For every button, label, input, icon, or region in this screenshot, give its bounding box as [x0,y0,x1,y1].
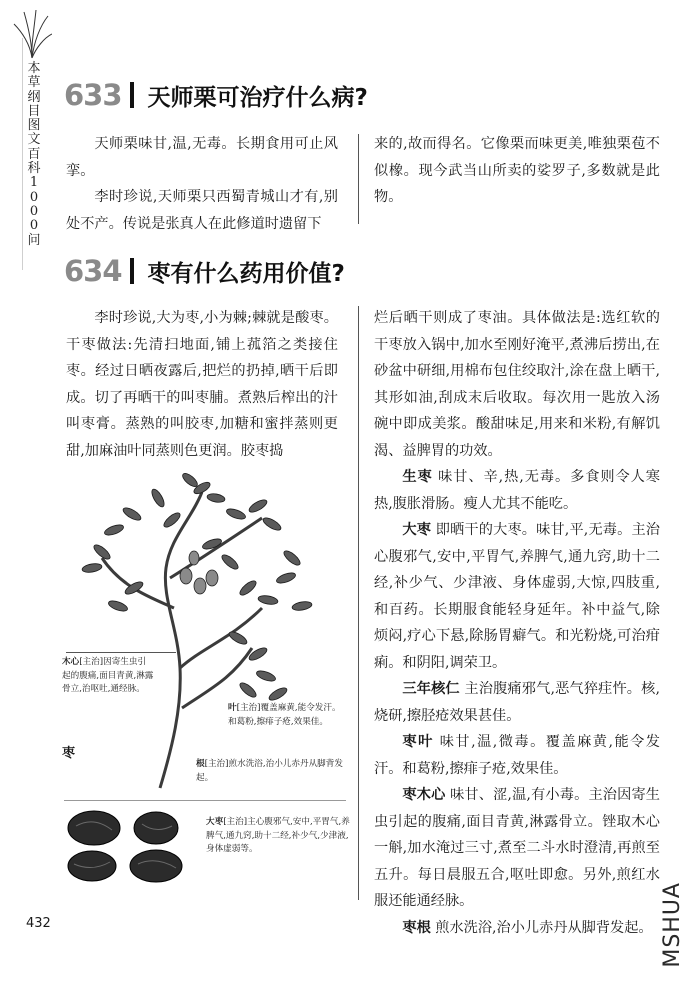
annotation-text: [主治]因寄生虫引起的腹痛,面目青黄,淋露骨立,治呕吐,通经脉。 [62,657,154,694]
column-divider [358,134,359,224]
entry-term: 枣木心 [402,787,446,803]
q633-left-column [66,131,338,237]
q634-right-column [374,305,660,941]
question-number: 634 [64,254,122,288]
entry-text: 味甘、辛,热,无毒。多食则令人寒热,腹胀滑肠。瘦人尤其不能吃。 [374,469,660,512]
paragraph: 烂后晒干则成了枣油。具体做法是:选红软的干枣放入锅中,加水至刚好淹平,煮沸后捞出,在砂盆中研细,用棉布包住绞取汁,涂在盘上晒干,其形如油,刮成末后收取。每次用一匙放入汤碗中即成美浆。酸甜味足,用来和米粉,有解饥渴、益脾胃的功效。 [374,310,660,459]
entry-text: 味甘,温,微毒。覆盖麻黄,能令发汗。和葛粉,擦痱子疮,效果佳。 [374,734,660,777]
annotation-text: [主治]覆盖麻黄,能令发汗。和葛粉,擦痱子疮,效果佳。 [228,703,341,727]
entry-text: 即晒干的大枣。味甘,平,无毒。主治心腹邪气,安中,平胃气,养脾气,通九窍,助十二经,补少气、少津液、身体虚弱,大惊,四肢重,和百药。长期服食能轻身延年。补中益气,除烦闷,疗心下悬,除肠胃癖气。和光粉烧,可治疳痢。和阴阳,调荣卫。 [374,522,660,671]
sidebar-rule [22,38,23,270]
page-number: 432 [26,916,51,931]
fruit-figure-divider [64,800,346,801]
question-633-heading [64,78,368,112]
annotation-leader-line [66,652,176,653]
entry-fresh-jujube [374,464,660,517]
entry-term: 枣根 [402,919,431,936]
annotation-key: 叶 [228,703,237,713]
entry-term: 大枣 [402,522,432,538]
entry-kernel [374,676,660,729]
annotation-key: 木心 [62,657,80,667]
annotation-text: [主治]煎水洗浴,治小儿赤丹从脚背发起。 [196,759,343,783]
dried-jujube-fruits-image [64,806,192,890]
entry-dried-jujube [374,517,660,676]
entry-term: 三年核仁 [402,681,460,697]
entry-text: 主治腹痛邪气,恶气猝疰忤。核,烧研,擦胫疮效果甚佳。 [374,681,660,724]
entry-term: 生枣 [402,469,433,485]
fruit-caption-key: 大枣 [206,817,224,827]
heading-bar [130,258,134,284]
question-number: 633 [64,78,122,112]
paragraph: 天师栗味甘,温,无毒。长期食用可止风挛。 [66,136,338,179]
book-title: 本草纲目图文百科1000问 [27,61,41,248]
paragraph: 李时珍说,大为枣,小为棘;棘就是酸枣。干枣做法:先清扫地面,铺上菰箔之类接住枣。经过日晒夜露后,把烂的扔掉,晒干后即成。切了再晒干的叫枣脯。煮熟后榨出的汁叫枣膏。蒸熟的叫胶枣,加糖和蜜拌蒸则更甜,加麻油叶同蒸则色更润。胶枣捣 [66,310,338,459]
entry-text: 煎水洗浴,治小儿赤丹从脚背发起。 [435,919,653,936]
entry-heartwood [374,782,660,915]
grass-logo-icon [12,8,52,64]
annotation-heartwood [62,656,154,697]
fruit-caption-text: [主治]主心腹邪气,安中,平胃气,养脾气,通九窍,助十二经,补少气,少津液,身体虚弱等。 [206,817,350,854]
paragraph: 李时珍说,天师栗只西蜀青城山才有,别处不产。传说是张真人在此修道时遗留下 [66,189,338,232]
question-634-heading [64,254,345,288]
entry-root [374,915,660,942]
annotation-leaf [228,702,348,729]
column-divider [358,306,359,900]
entry-text: 味甘、涩,温,有小毒。主治因寄生虫引起的腹痛,面目青黄,淋露骨立。锉取木心一斛,加水淹过三寸,煮至二斗水时澄清,再煎至五升。每日晨服五合,呕吐即愈。另外,煎红水服还能通经脉。 [374,787,660,909]
q634-left-column [66,305,338,464]
jujube-plant-illustration [62,458,342,802]
paragraph: 来的,故而得名。它像栗而味更美,唯独栗苞不似橡。现今武当山所卖的娑罗子,多数就是此物。 [374,136,660,205]
watermark: MSHUA [660,882,685,968]
fruit-caption [206,816,354,857]
heading-bar [130,82,134,108]
plant-label: 枣 [62,746,76,761]
entry-leaf [374,729,660,782]
annotation-root [196,758,348,785]
entry-term: 枣叶 [402,734,434,750]
annotation-key: 根 [196,759,205,769]
question-title: 天师栗可治疗什么病? [147,84,368,111]
question-title: 枣有什么药用价值? [147,260,345,287]
q633-right-column [374,131,660,211]
